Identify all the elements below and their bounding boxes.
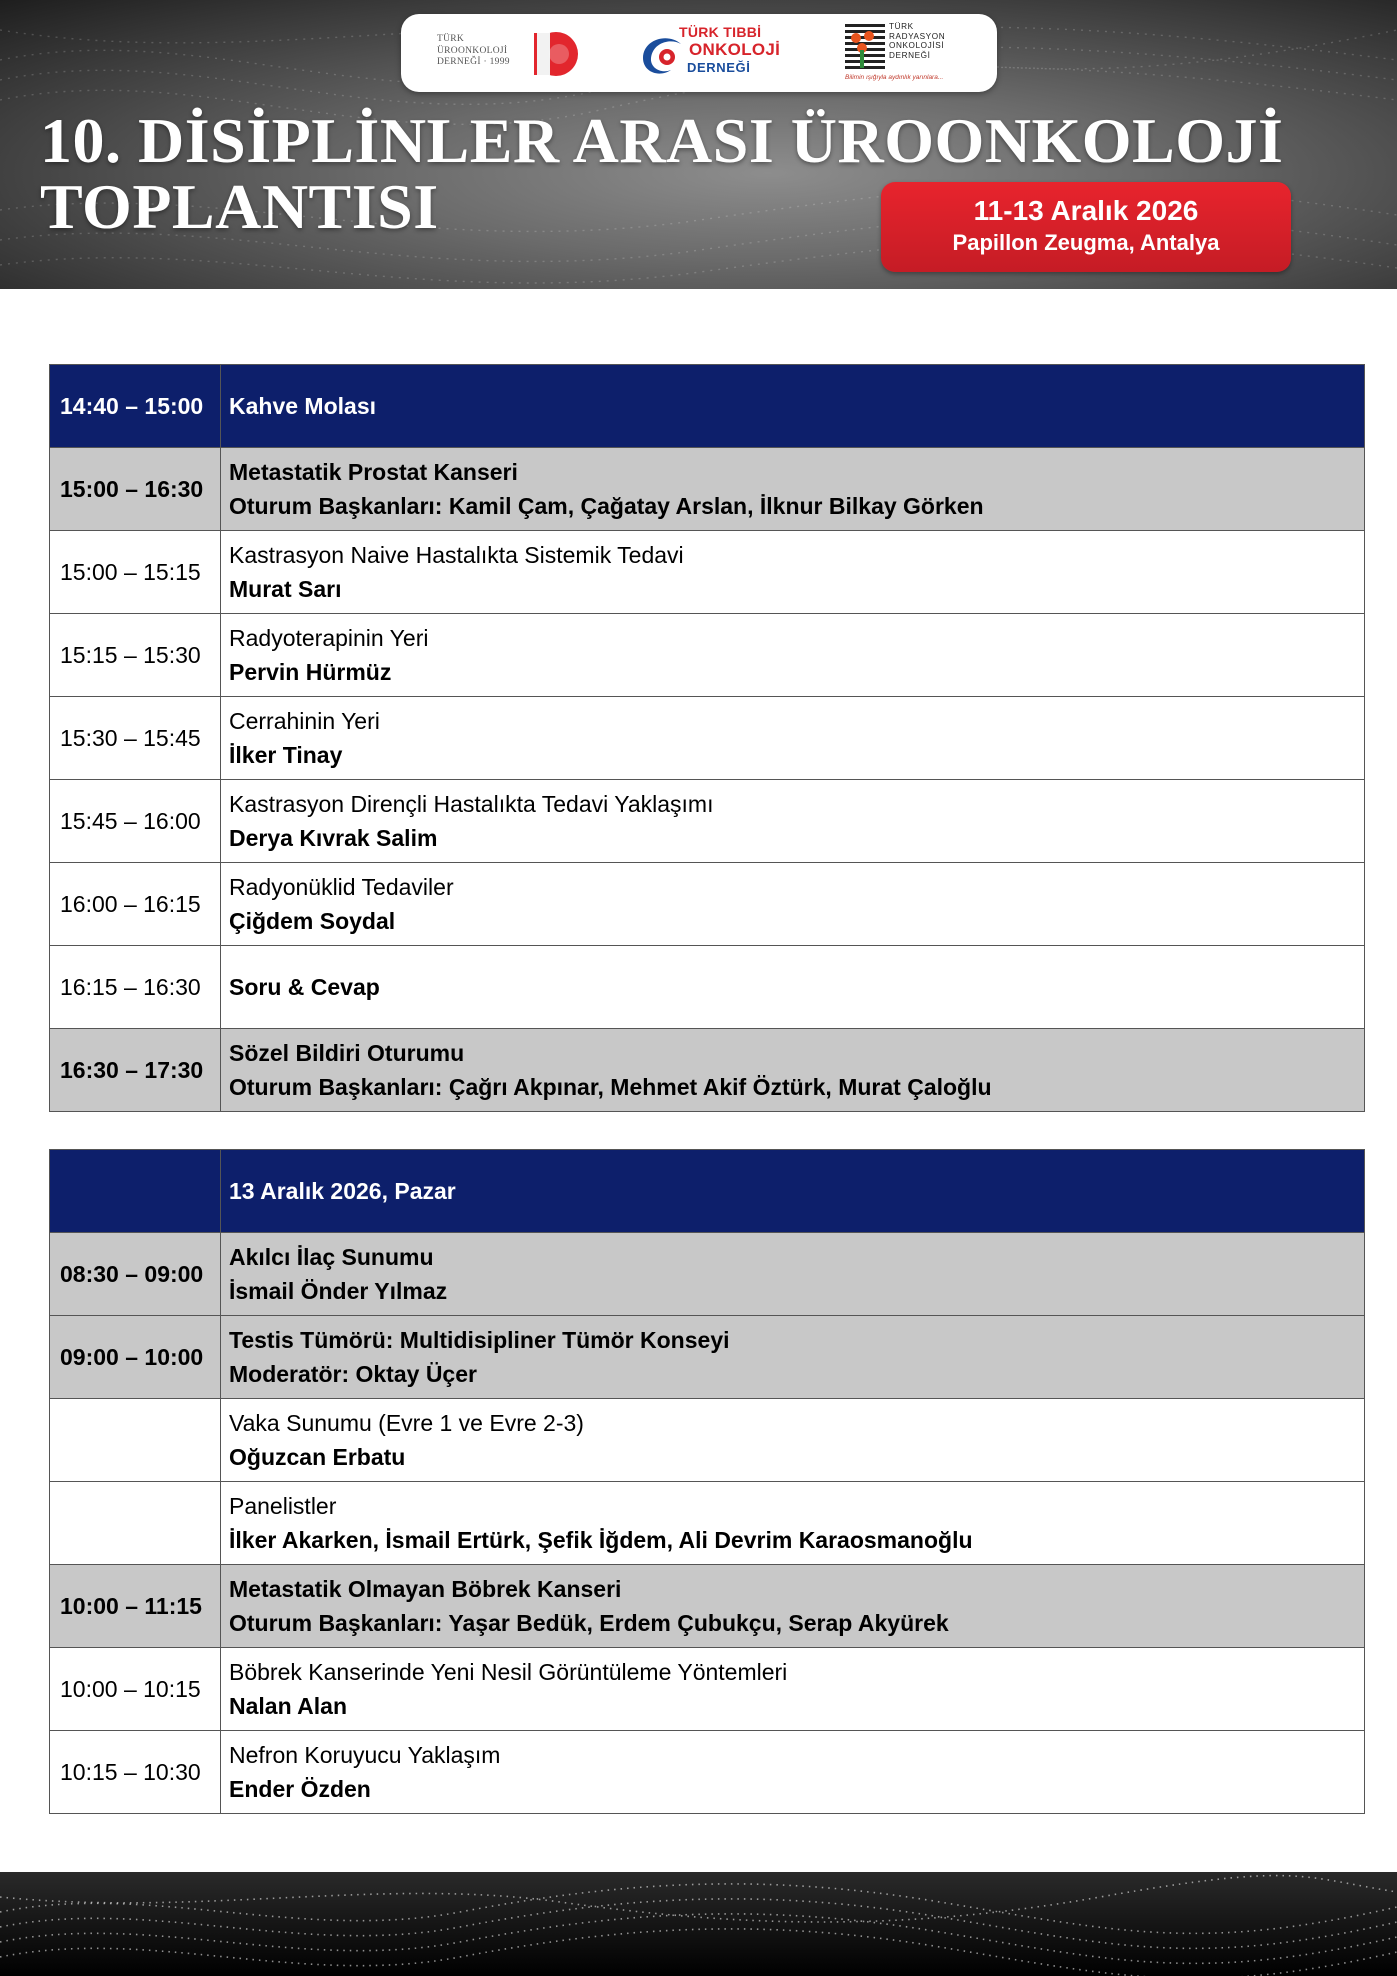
session-details <box>221 697 1365 780</box>
schedule-row <box>50 1029 1365 1112</box>
logo2-line1: TÜRK TIBBİ <box>679 24 762 40</box>
session-time: 15:00 – 16:30 <box>50 448 221 531</box>
logo2-line2: ONKOLOJİ <box>689 40 781 59</box>
session-details <box>221 1399 1365 1482</box>
session-time: 08:30 – 09:00 <box>50 1233 221 1316</box>
logo3-line4: DERNEĞİ <box>889 50 931 60</box>
schedule-row <box>50 1731 1365 1814</box>
session-title: Cerrahinin Yeri <box>229 708 380 734</box>
session-title: Kastrasyon Naive Hastalıkta Sistemik Tedavi <box>229 542 684 568</box>
schedule-row <box>50 1233 1365 1316</box>
session-time <box>50 1482 221 1565</box>
session-time: 15:30 – 15:45 <box>50 697 221 780</box>
radyasyon-onkolojisi-dernegi-logo <box>845 20 975 86</box>
schedule-row <box>50 946 1365 1029</box>
schedule-row <box>50 531 1365 614</box>
session-details <box>221 1731 1365 1814</box>
session-title: Kahve Molası <box>229 393 376 419</box>
footer-wave-decoration <box>0 1872 1397 1976</box>
schedule-row <box>50 780 1365 863</box>
speaker-name: Pervin Hürmüz <box>229 659 392 685</box>
session-time: 14:40 – 15:00 <box>50 365 221 448</box>
session-chairs: Oturum Başkanları: Kamil Çam, Çağatay Arslan, İlknur Bilkay Görken <box>229 493 984 519</box>
session-title: Radyonüklid Tedaviler <box>229 874 454 900</box>
schedule-row <box>50 1316 1365 1399</box>
event-venue: Papillon Zeugma, Antalya <box>952 230 1220 255</box>
schedule-row <box>50 614 1365 697</box>
footer-banner <box>0 1872 1397 1976</box>
logo3-line1: TÜRK <box>889 22 914 31</box>
speaker-name: İlker Tinay <box>229 742 343 768</box>
event-title-line1: 10. DİSİPLİNLER ARASI ÜROONKOLOJİ <box>40 105 1284 176</box>
session-time: 10:00 – 10:15 <box>50 1648 221 1731</box>
session-title: Nefron Koruyucu Yaklaşım <box>229 1742 501 1768</box>
session-time <box>50 1150 221 1233</box>
speaker-name: Murat Sarı <box>229 576 342 602</box>
speaker-name: Nalan Alan <box>229 1693 348 1719</box>
schedule-row <box>50 1482 1365 1565</box>
radyasyon-bars-icon <box>845 24 885 70</box>
schedule-row <box>50 1399 1365 1482</box>
schedule-table-2 <box>49 1149 1365 1814</box>
session-title: Testis Tümörü: Multidisipliner Tümör Konseyi <box>229 1327 730 1353</box>
session-details <box>221 1233 1365 1316</box>
session-chairs: İsmail Önder Yılmaz <box>229 1278 448 1304</box>
speaker-name: Ender Özden <box>229 1776 371 1802</box>
event-date: 11-13 Aralık 2026 <box>973 195 1199 226</box>
session-details <box>221 946 1365 1029</box>
logo1-line2: ÜROONKOLOJİ <box>437 45 508 56</box>
session-details <box>221 1482 1365 1565</box>
session-details <box>221 365 1365 448</box>
schedule-row <box>50 1150 1365 1233</box>
session-time: 15:00 – 15:15 <box>50 531 221 614</box>
uroonkoloji-dernegi-logo <box>437 26 587 82</box>
schedule-row <box>50 863 1365 946</box>
header-banner <box>0 0 1397 289</box>
session-time: 10:00 – 11:15 <box>50 1565 221 1648</box>
session-details <box>221 448 1365 531</box>
session-title: 13 Aralık 2026, Pazar <box>229 1178 456 1204</box>
session-chairs: Oturum Başkanları: Yaşar Bedük, Erdem Çubukçu, Serap Akyürek <box>229 1610 949 1636</box>
uroonkoloji-emblem-icon <box>529 29 579 79</box>
session-title: Akılcı İlaç Sunumu <box>229 1244 434 1270</box>
schedule-table-1 <box>49 364 1365 1112</box>
session-details <box>221 531 1365 614</box>
session-details <box>221 863 1365 946</box>
session-details <box>221 1150 1365 1233</box>
session-time: 16:30 – 17:30 <box>50 1029 221 1112</box>
session-details <box>221 614 1365 697</box>
session-chairs: Moderatör: Oktay Üçer <box>229 1361 477 1387</box>
session-title: Metastatik Olmayan Böbrek Kanseri <box>229 1576 622 1602</box>
session-title: Sözel Bildiri Oturumu <box>229 1040 465 1066</box>
session-details <box>221 1648 1365 1731</box>
session-title: Radyoterapinin Yeri <box>229 625 429 651</box>
session-time: 16:00 – 16:15 <box>50 863 221 946</box>
session-time: 15:15 – 15:30 <box>50 614 221 697</box>
session-title: Kastrasyon Dirençli Hastalıkta Tedavi Yaklaşımı <box>229 791 714 817</box>
session-time: 16:15 – 16:30 <box>50 946 221 1029</box>
logo3-line2: RADYASYON <box>889 31 946 41</box>
session-time <box>50 1399 221 1482</box>
speaker-name: Oğuzcan Erbatu <box>229 1444 406 1470</box>
logo3-line3: ONKOLOJİSİ <box>889 41 945 51</box>
session-time: 09:00 – 10:00 <box>50 1316 221 1399</box>
session-time: 15:45 – 16:00 <box>50 780 221 863</box>
speaker-name: İlker Akarken, İsmail Ertürk, Şefik İğdem, Ali Devrim Karaosmanoğlu <box>229 1527 973 1553</box>
session-details <box>221 1029 1365 1112</box>
logo1-line3: DERNEĞİ · 1999 <box>437 57 510 67</box>
event-title-line2: TOPLANTISI <box>40 171 439 242</box>
schedule-row <box>50 448 1365 531</box>
session-time: 10:15 – 10:30 <box>50 1731 221 1814</box>
session-title: Panelistler <box>229 1493 337 1519</box>
schedule-row <box>50 365 1365 448</box>
logo2-line3: DERNEĞİ <box>687 60 751 75</box>
schedule-row <box>50 1565 1365 1648</box>
logo3-tagline: Bilimin ışığıyla aydınlık yarınlara... <box>845 74 944 81</box>
speaker-name: Çiğdem Soydal <box>229 908 396 934</box>
session-title: Metastatik Prostat Kanseri <box>229 459 518 485</box>
speaker-name: Derya Kıvrak Salim <box>229 825 438 851</box>
session-details <box>221 780 1365 863</box>
schedule-row <box>50 697 1365 780</box>
session-details <box>221 1565 1365 1648</box>
session-title: Vaka Sunumu (Evre 1 ve Evre 2-3) <box>229 1410 584 1436</box>
session-details <box>221 1316 1365 1399</box>
session-title: Soru & Cevap <box>229 974 380 1000</box>
event-date-badge <box>881 182 1291 272</box>
session-title: Böbrek Kanserinde Yeni Nesil Görüntüleme Yöntemleri <box>229 1659 788 1685</box>
turk-tibbi-onkoloji-dernegi-logo <box>637 22 781 84</box>
schedule-row <box>50 1648 1365 1731</box>
session-chairs: Oturum Başkanları: Çağrı Akpınar, Mehmet Akif Öztürk, Murat Çaloğlu <box>229 1074 992 1100</box>
logos-panel <box>401 14 997 92</box>
logo1-line1: TÜRK <box>437 34 465 44</box>
